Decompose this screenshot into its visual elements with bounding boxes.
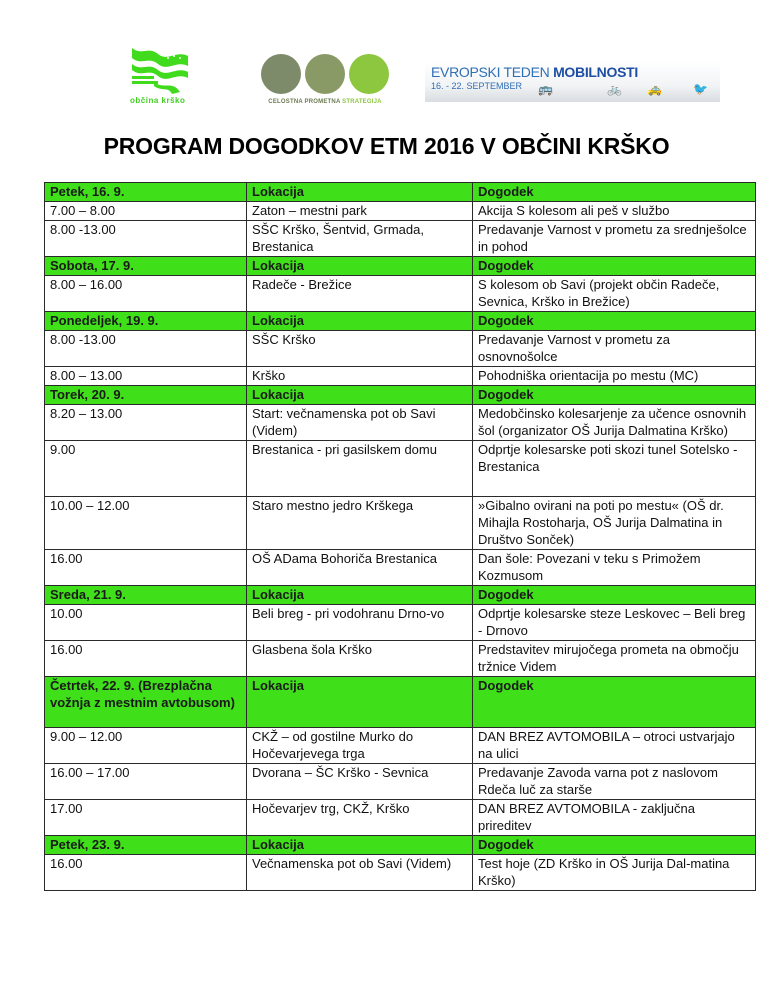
event-header: Dogodek [473,586,756,605]
table-row [45,221,756,257]
event-header: Dogodek [473,836,756,855]
location-header: Lokacija [247,312,473,331]
event-header: Dogodek [473,312,756,331]
event-schedule-table [44,182,756,891]
day: Torek, 20. 9. [45,386,247,405]
event-cell: »Gibalno ovirani na poti po mestu« (OŠ dr. Mihajla Rostoharja, OŠ Jurija Dalmatina in Društvo Sonček) [473,497,756,550]
event-cell: DAN BREZ AVTOMOBILA - zaključna prireditev [473,800,756,836]
city-circle-icon [261,54,301,94]
day: Ponedeljek, 19. 9. [45,312,247,331]
event-header: Dogodek [473,257,756,276]
time-cell: 8.00 – 13.00 [45,367,247,386]
table-row [45,800,756,836]
table-row [45,405,756,441]
table-row [45,641,756,677]
pedestrian-circle-icon [349,54,389,94]
time-cell: 10.00 [45,605,247,641]
time-cell: 8.00 -13.00 [45,331,247,367]
event-cell: Test hoje (ZD Krško in OŠ Jurija Dal-matina Krško) [473,855,756,891]
table-row [45,367,756,386]
table-row [45,331,756,367]
event-cell: Predstavitev mirujočega prometa na območju tržnice Videm [473,641,756,677]
car-icon: 🚕 [647,82,662,96]
location-cell: Beli breg - pri vodohranu Drno-vo [247,605,473,641]
time-cell: 7.00 – 8.00 [45,202,247,221]
location-cell: Dvorana – ŠC Krško - Sevnica [247,764,473,800]
day: Četrtek, 22. 9. (Brezplačna vožnja z mestnim avtobusom) [45,677,247,728]
page-title: PROGRAM DOGODKOV ETM 2016 V OBČINI KRŠKO [103,133,670,159]
location-cell: Radeče - Brežice [247,276,473,312]
location-cell: Start: večnamenska pot ob Savi (Videm) [247,405,473,441]
day-header-row [45,183,756,202]
location-cell: Večnamenska pot ob Savi (Videm) [247,855,473,891]
day-header-row [45,677,756,728]
event-cell: DAN BREZ AVTOMOBILA – otroci ustvarjajo na ulici [473,728,756,764]
location-header: Lokacija [247,677,473,728]
table-row [45,728,756,764]
bus-icon: 🚌 [538,82,553,96]
banner-title: EVROPSKI TEDEN MOBILNOSTI [431,64,638,80]
municipality-logo [128,46,192,108]
cyclist-circle-icon [305,54,345,94]
table-row [45,497,756,550]
location-header: Lokacija [247,586,473,605]
event-cell: Predavanje Zavoda varna pot z naslovom Rdeča luč za starše [473,764,756,800]
day-header-row [45,257,756,276]
time-cell: 8.00 – 16.00 [45,276,247,312]
location-cell: Zaton – mestni park [247,202,473,221]
table-row [45,605,756,641]
table-row [45,202,756,221]
event-header: Dogodek [473,386,756,405]
table-row [45,276,756,312]
day: Petek, 16. 9. [45,183,247,202]
wave-flag-icon [128,46,192,96]
event-header: Dogodek [473,183,756,202]
table-row [45,441,756,497]
location-header: Lokacija [247,183,473,202]
table-row [45,550,756,586]
mobility-week-banner [425,62,720,102]
location-cell: Hočevarjev trg, CKŽ, Krško [247,800,473,836]
day-header-row [45,312,756,331]
bicycle-icon: 🚲 [607,82,622,96]
day-header-row [45,836,756,855]
event-cell: Predavanje Varnost v prometu za osnovnošolce [473,331,756,367]
strategy-caption: CELOSTNA PROMETNA STRATEGIJA [268,99,382,105]
table-row [45,855,756,891]
event-cell: S kolesom ob Savi (projekt občin Radeče, Sevnica, Krško in Brežice) [473,276,756,312]
event-header: Dogodek [473,677,756,728]
event-cell: Odprtje kolesarske poti skozi tunel Sotelsko - Brestanica [473,441,756,497]
time-cell: 16.00 – 17.00 [45,764,247,800]
location-header: Lokacija [247,836,473,855]
location-cell: Brestanica - pri gasilskem domu [247,441,473,497]
location-cell: CKŽ – od gostilne Murko do Hočevarjevega trga [247,728,473,764]
municipality-name: občina krško [130,96,186,105]
time-cell: 17.00 [45,800,247,836]
location-header: Lokacija [247,257,473,276]
location-cell: Krško [247,367,473,386]
event-cell: Odprtje kolesarske steze Leskovec – Beli breg - Drnovo [473,605,756,641]
time-cell: 8.20 – 13.00 [45,405,247,441]
location-cell: SŠC Krško, Šentvid, Grmada, Brestanica [247,221,473,257]
location-cell: Glasbena šola Krško [247,641,473,677]
table-row [45,764,756,800]
location-cell: Staro mestno jedro Krškega [247,497,473,550]
strategy-logo [258,54,392,114]
time-cell: 10.00 – 12.00 [45,497,247,550]
mascot-icon: 🐦 [693,82,708,96]
day-header-row [45,586,756,605]
location-cell: SŠC Krško [247,331,473,367]
day: Sobota, 17. 9. [45,257,247,276]
location-header: Lokacija [247,386,473,405]
time-cell: 16.00 [45,550,247,586]
event-cell: Predavanje Varnost v prometu za srednješolce in pohod [473,221,756,257]
time-cell: 16.00 [45,855,247,891]
time-cell: 9.00 [45,441,247,497]
banner-dates: 16. - 22. SEPTEMBER [431,81,523,91]
time-cell: 9.00 – 12.00 [45,728,247,764]
day: Sreda, 21. 9. [45,586,247,605]
logo-bar [0,40,773,120]
event-cell: Dan šole: Povezani v teku s Primožem Kozmusom [473,550,756,586]
time-cell: 8.00 -13.00 [45,221,247,257]
event-cell: Medobčinsko kolesarjenje za učence osnovnih šol (organizator OŠ Jurija Dalmatina Krško) [473,405,756,441]
day-header-row [45,386,756,405]
time-cell: 16.00 [45,641,247,677]
event-cell: Akcija S kolesom ali peš v službo [473,202,756,221]
event-cell: Pohodniška orientacija po mestu (MC) [473,367,756,386]
day: Petek, 23. 9. [45,836,247,855]
location-cell: OŠ ADama Bohoriča Brestanica [247,550,473,586]
